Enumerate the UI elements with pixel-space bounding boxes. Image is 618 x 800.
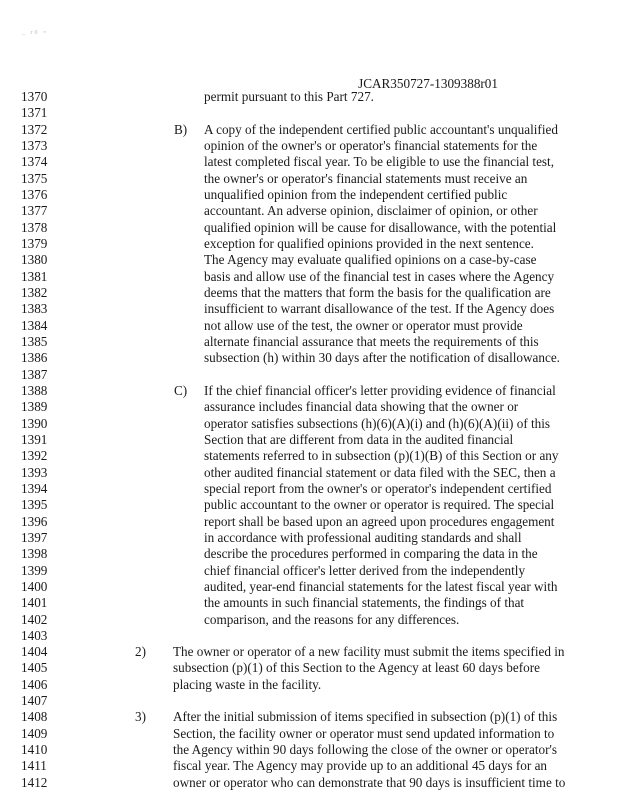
document-line	[0, 122, 618, 138]
line-text: audited, year-end financial statements for the latest fiscal year with	[204, 578, 558, 594]
document-line	[0, 709, 618, 725]
line-number: 1393	[21, 464, 48, 480]
document-line	[0, 481, 618, 497]
line-text: operator satisfies subsections (h)(6)(A)(i) and (h)(6)(A)(ii) of this	[204, 415, 551, 431]
line-text: comparison, and the reasons for any differences.	[204, 611, 460, 627]
line-number: 1394	[21, 480, 48, 496]
line-number: 1396	[21, 513, 48, 529]
line-text: insufficient to warrant disallowance of the test. If the Agency does	[204, 301, 555, 317]
line-text: If the chief financial officer's letter providing evidence of financial	[204, 382, 556, 398]
line-number: 1410	[21, 742, 48, 758]
document-line	[0, 350, 618, 366]
line-number: 1379	[21, 235, 48, 251]
document-line	[0, 775, 618, 791]
line-text: opinion of the owner's or operator's financial statements for the	[204, 137, 538, 153]
line-text: Section that are different from data in the audited financial	[204, 431, 514, 447]
line-text: Section, the facility owner or operator must send updated information to	[173, 725, 555, 741]
line-number: 1390	[21, 415, 48, 431]
line-number: 1405	[21, 660, 48, 676]
line-number: 1380	[21, 252, 48, 268]
document-line	[0, 644, 618, 660]
document-line	[0, 693, 618, 709]
document-line	[0, 465, 618, 481]
document-line	[0, 497, 618, 513]
document-line	[0, 383, 618, 399]
line-text: A copy of the independent certified public accountant's unqualified	[204, 121, 558, 137]
item-label: B)	[174, 121, 188, 137]
line-number: 1407	[21, 693, 48, 709]
document-line	[0, 546, 618, 562]
line-number: 1392	[21, 448, 48, 464]
document-line	[0, 334, 618, 350]
line-number: 1384	[21, 317, 48, 333]
document-line	[0, 579, 618, 595]
line-number: 1376	[21, 186, 48, 202]
line-text: latest completed fiscal year. To be eligible to use the financial test,	[204, 154, 555, 170]
line-number: 1403	[21, 627, 48, 643]
document-line	[0, 677, 618, 693]
line-number: 1375	[21, 170, 48, 186]
document-line	[0, 301, 618, 317]
item-label: C)	[174, 382, 188, 398]
line-text: alternate financial assurance that meets the requirements of this	[204, 333, 539, 349]
line-number: 1395	[21, 497, 48, 513]
document-line	[0, 399, 618, 415]
document-line	[0, 432, 618, 448]
document-line	[0, 742, 618, 758]
document-line	[0, 171, 618, 187]
line-number: 1373	[21, 137, 48, 153]
document-line	[0, 514, 618, 530]
document-id: JCAR350727-1309388r01	[358, 76, 498, 91]
document-line	[0, 595, 618, 611]
line-text: basis and allow use of the financial test in cases where the Agency	[204, 268, 555, 284]
line-number: 1385	[21, 333, 48, 349]
line-text: special report from the owner's or operator's independent certified	[204, 480, 552, 496]
item-label: 2)	[135, 644, 146, 660]
line-number: 1374	[21, 154, 48, 170]
line-number: 1398	[21, 546, 48, 562]
document-line	[0, 448, 618, 464]
document-line	[0, 252, 618, 268]
document-line	[0, 138, 618, 154]
line-text: describe the procedures performed in comparing the data in the	[204, 546, 538, 562]
line-number: 1371	[21, 105, 48, 121]
line-text: statements referred to in subsection (p)(1)(B) of this Section or any	[204, 448, 559, 464]
item-label: 3)	[135, 709, 146, 725]
document-line	[0, 660, 618, 676]
line-text: the Agency within 90 days following the close of the owner or operator's	[173, 742, 557, 758]
line-number: 1389	[21, 399, 48, 415]
line-text: placing waste in the facility.	[173, 676, 322, 692]
line-text: deems that the matters that form the basis for the qualification are	[204, 284, 551, 300]
line-text: qualified opinion will be cause for disallowance, with the potential	[204, 219, 557, 235]
line-number: 1409	[21, 725, 48, 741]
document-line	[0, 628, 618, 644]
line-number: 1382	[21, 284, 48, 300]
line-number: 1399	[21, 562, 48, 578]
line-number: 1408	[21, 709, 48, 725]
line-text: accountant. An adverse opinion, disclaimer of opinion, or other	[204, 203, 538, 219]
line-number: 1388	[21, 382, 48, 398]
line-number: 1381	[21, 268, 48, 284]
document-line	[0, 285, 618, 301]
line-text: the amounts in such financial statements, the findings of that	[204, 595, 525, 611]
line-text: fiscal year. The Agency may provide up to an additional 45 days for an	[173, 758, 548, 774]
line-number: 1412	[21, 774, 48, 790]
line-number: 1387	[21, 366, 48, 382]
line-number: 1386	[21, 350, 48, 366]
line-text: After the initial submission of items specified in subsection (p)(1) of this	[173, 709, 558, 725]
document-line	[0, 154, 618, 170]
line-number: 1400	[21, 578, 48, 594]
document-line	[0, 726, 618, 742]
line-text: subsection (p)(1) of this Section to the Agency at least 60 days before	[173, 660, 540, 676]
document-line	[0, 89, 618, 105]
line-number: 1411	[21, 758, 47, 774]
document-line	[0, 318, 618, 334]
line-number: 1370	[21, 89, 48, 104]
line-number: 1406	[21, 676, 48, 692]
document-body	[0, 89, 618, 791]
document-line	[0, 105, 618, 121]
document-line	[0, 187, 618, 203]
line-text: permit pursuant to this Part 727.	[204, 89, 374, 104]
line-text: other audited financial statement or data filed with the SEC, then a	[204, 464, 556, 480]
line-number: 1377	[21, 203, 48, 219]
line-text: The owner or operator of a new facility must submit the items specified in	[173, 644, 565, 660]
line-number: 1404	[21, 644, 48, 660]
line-text: not allow use of the test, the owner or operator must provide	[204, 317, 523, 333]
document-line	[0, 367, 618, 383]
document-line	[0, 220, 618, 236]
document-line	[0, 612, 618, 628]
line-text: exception for qualified opinions provided in the next sentence.	[204, 235, 534, 251]
line-number: 1391	[21, 431, 48, 447]
line-text: owner or operator who can demonstrate that 90 days is insufficient time to	[173, 774, 566, 790]
line-text: The Agency may evaluate qualified opinions on a case-by-case	[204, 252, 537, 268]
document-line	[0, 758, 618, 774]
line-number: 1402	[21, 611, 48, 627]
document-line	[0, 269, 618, 285]
line-text: assurance includes financial data showing that the owner or	[204, 399, 519, 415]
line-text: report shall be based upon an agreed upon procedures engagement	[204, 513, 555, 529]
document-line	[0, 236, 618, 252]
document-line	[0, 416, 618, 432]
line-number: 1401	[21, 595, 48, 611]
line-text: in accordance with professional auditing standards and shall	[204, 529, 522, 545]
line-text: chief financial officer's letter derived from the independently	[204, 562, 526, 578]
document-line	[0, 530, 618, 546]
line-text: subsection (h) within 30 days after the notification of disallowance.	[204, 350, 560, 366]
document-line	[0, 563, 618, 579]
line-text: the owner's or operator's financial statements must receive an	[204, 170, 528, 186]
line-number: 1378	[21, 219, 48, 235]
line-number: 1372	[21, 121, 48, 137]
line-text: public accountant to the owner or operator is required. The special	[204, 497, 555, 513]
document-line	[0, 203, 618, 219]
line-number: 1383	[21, 301, 48, 317]
line-text: unqualified opinion from the independent certified public	[204, 186, 508, 202]
scan-mark: _ r0 =	[22, 30, 49, 36]
line-number: 1397	[21, 529, 48, 545]
